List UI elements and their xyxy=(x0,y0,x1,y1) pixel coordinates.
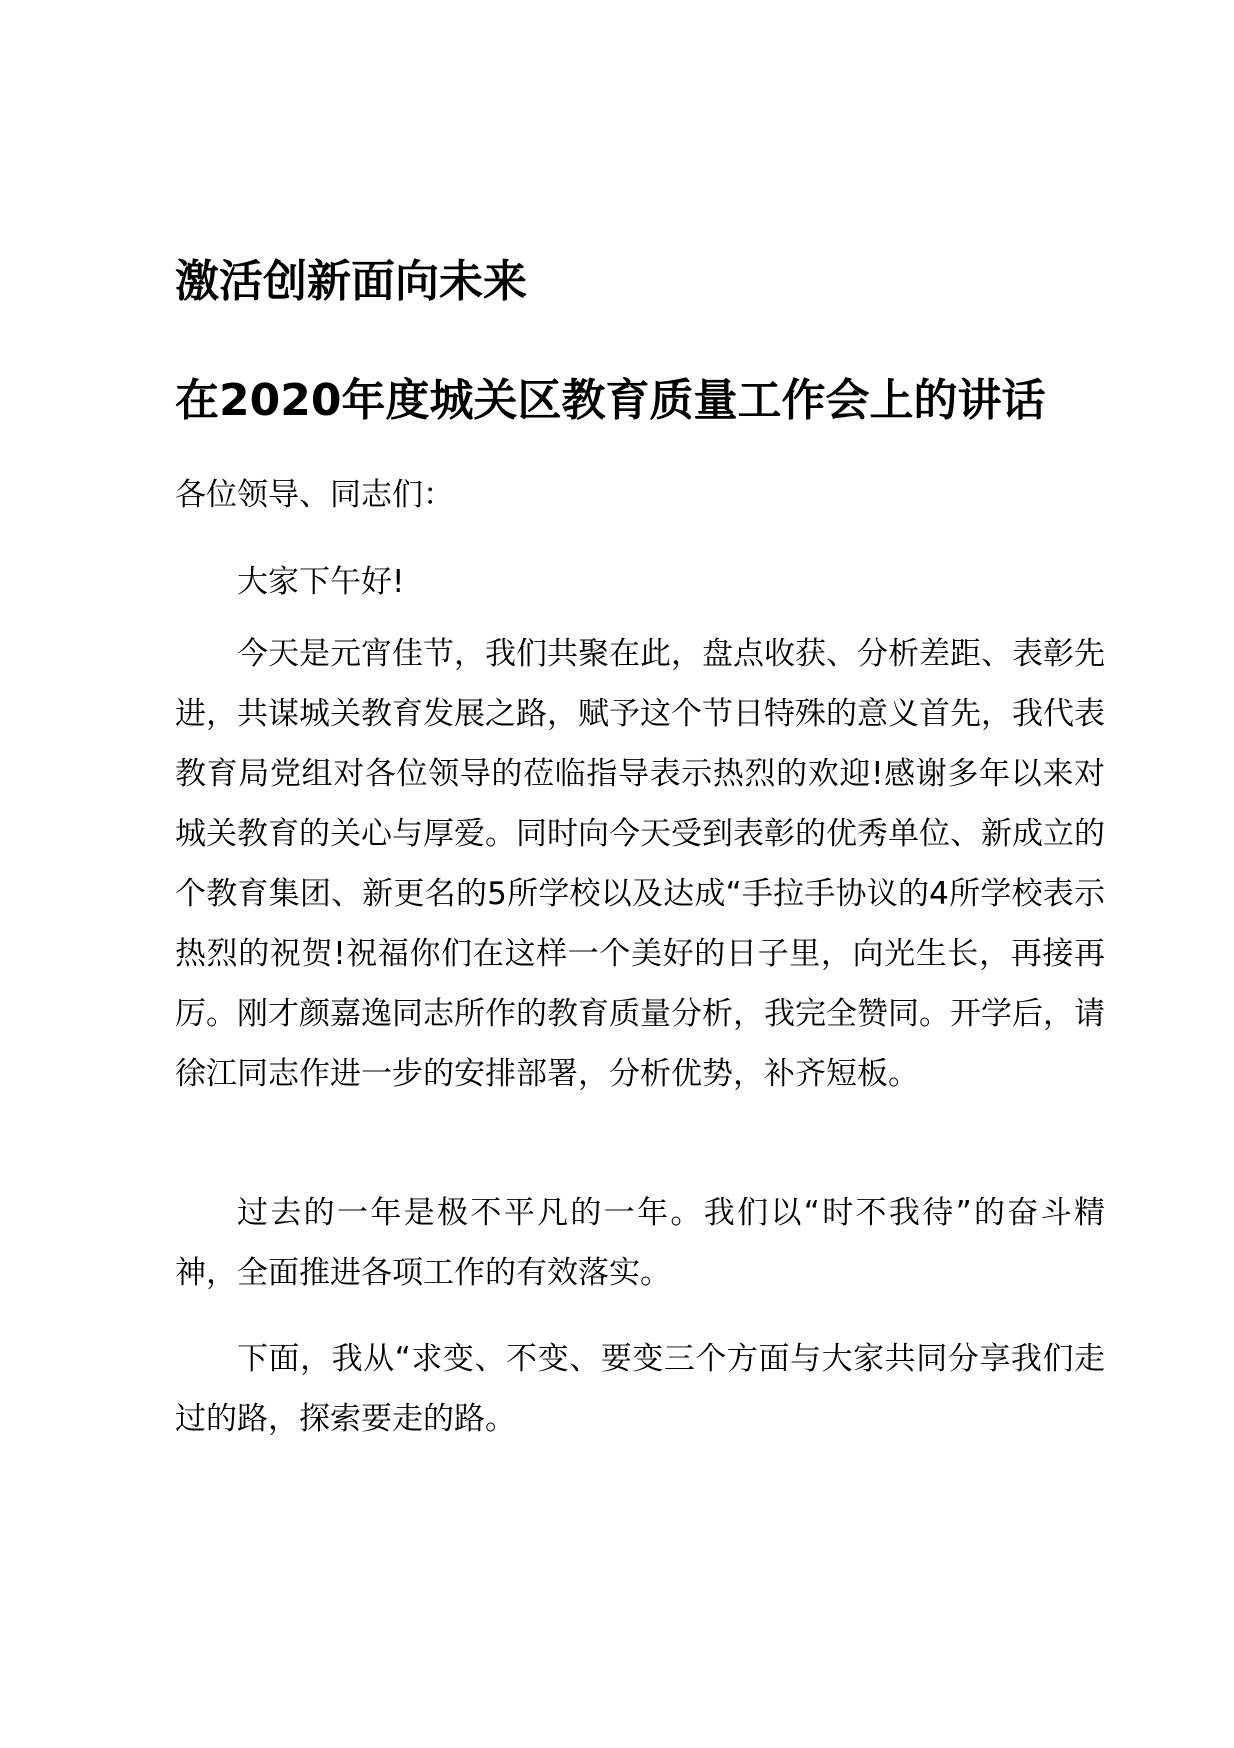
paragraph-greeting: 大家下午好! xyxy=(237,564,405,600)
paragraph-past-year: 过去的一年是极不平凡的一年。我们以“时不我待”的奋斗精神，全面推进各项工作的有效落实。 xyxy=(175,1195,1105,1291)
salutation: 各位领导、同志们： xyxy=(175,477,454,513)
document-title: 激活创新面向未来 xyxy=(175,256,527,307)
document-subtitle: 在2020年度城关区教育质量工作会上的讲话 xyxy=(175,375,1046,426)
paragraph-opening: 今天是元宵佳节，我们共聚在此，盘点收获、分析差距、表彰先进，共谋城关教育发展之路，赋予这个节日特殊的意义首先，我代表教育局党组对各位领导的莅临指导表示热烈的欢迎!感谢多年以来对城关教育的关心与厚爱。同时向今天受到表彰的优秀单位、新成立的个教育集团、新更名的5所学校以及达成“手拉手协议的4所学校表示热烈的祝贺!祝福你们在这样一个美好的日子里，向光生长，再接再厉。刚才颜嘉逸同志所作的教育质量分析，我完全赞同。开学后，请徐江同志作进一步的安排部署，分析优势，补齐短板。 xyxy=(175,636,1105,1092)
paragraph-outline: 下面，我从“求变、不变、要变三个方面与大家共同分享我们走过的路，探索要走的路。 xyxy=(175,1341,1105,1437)
